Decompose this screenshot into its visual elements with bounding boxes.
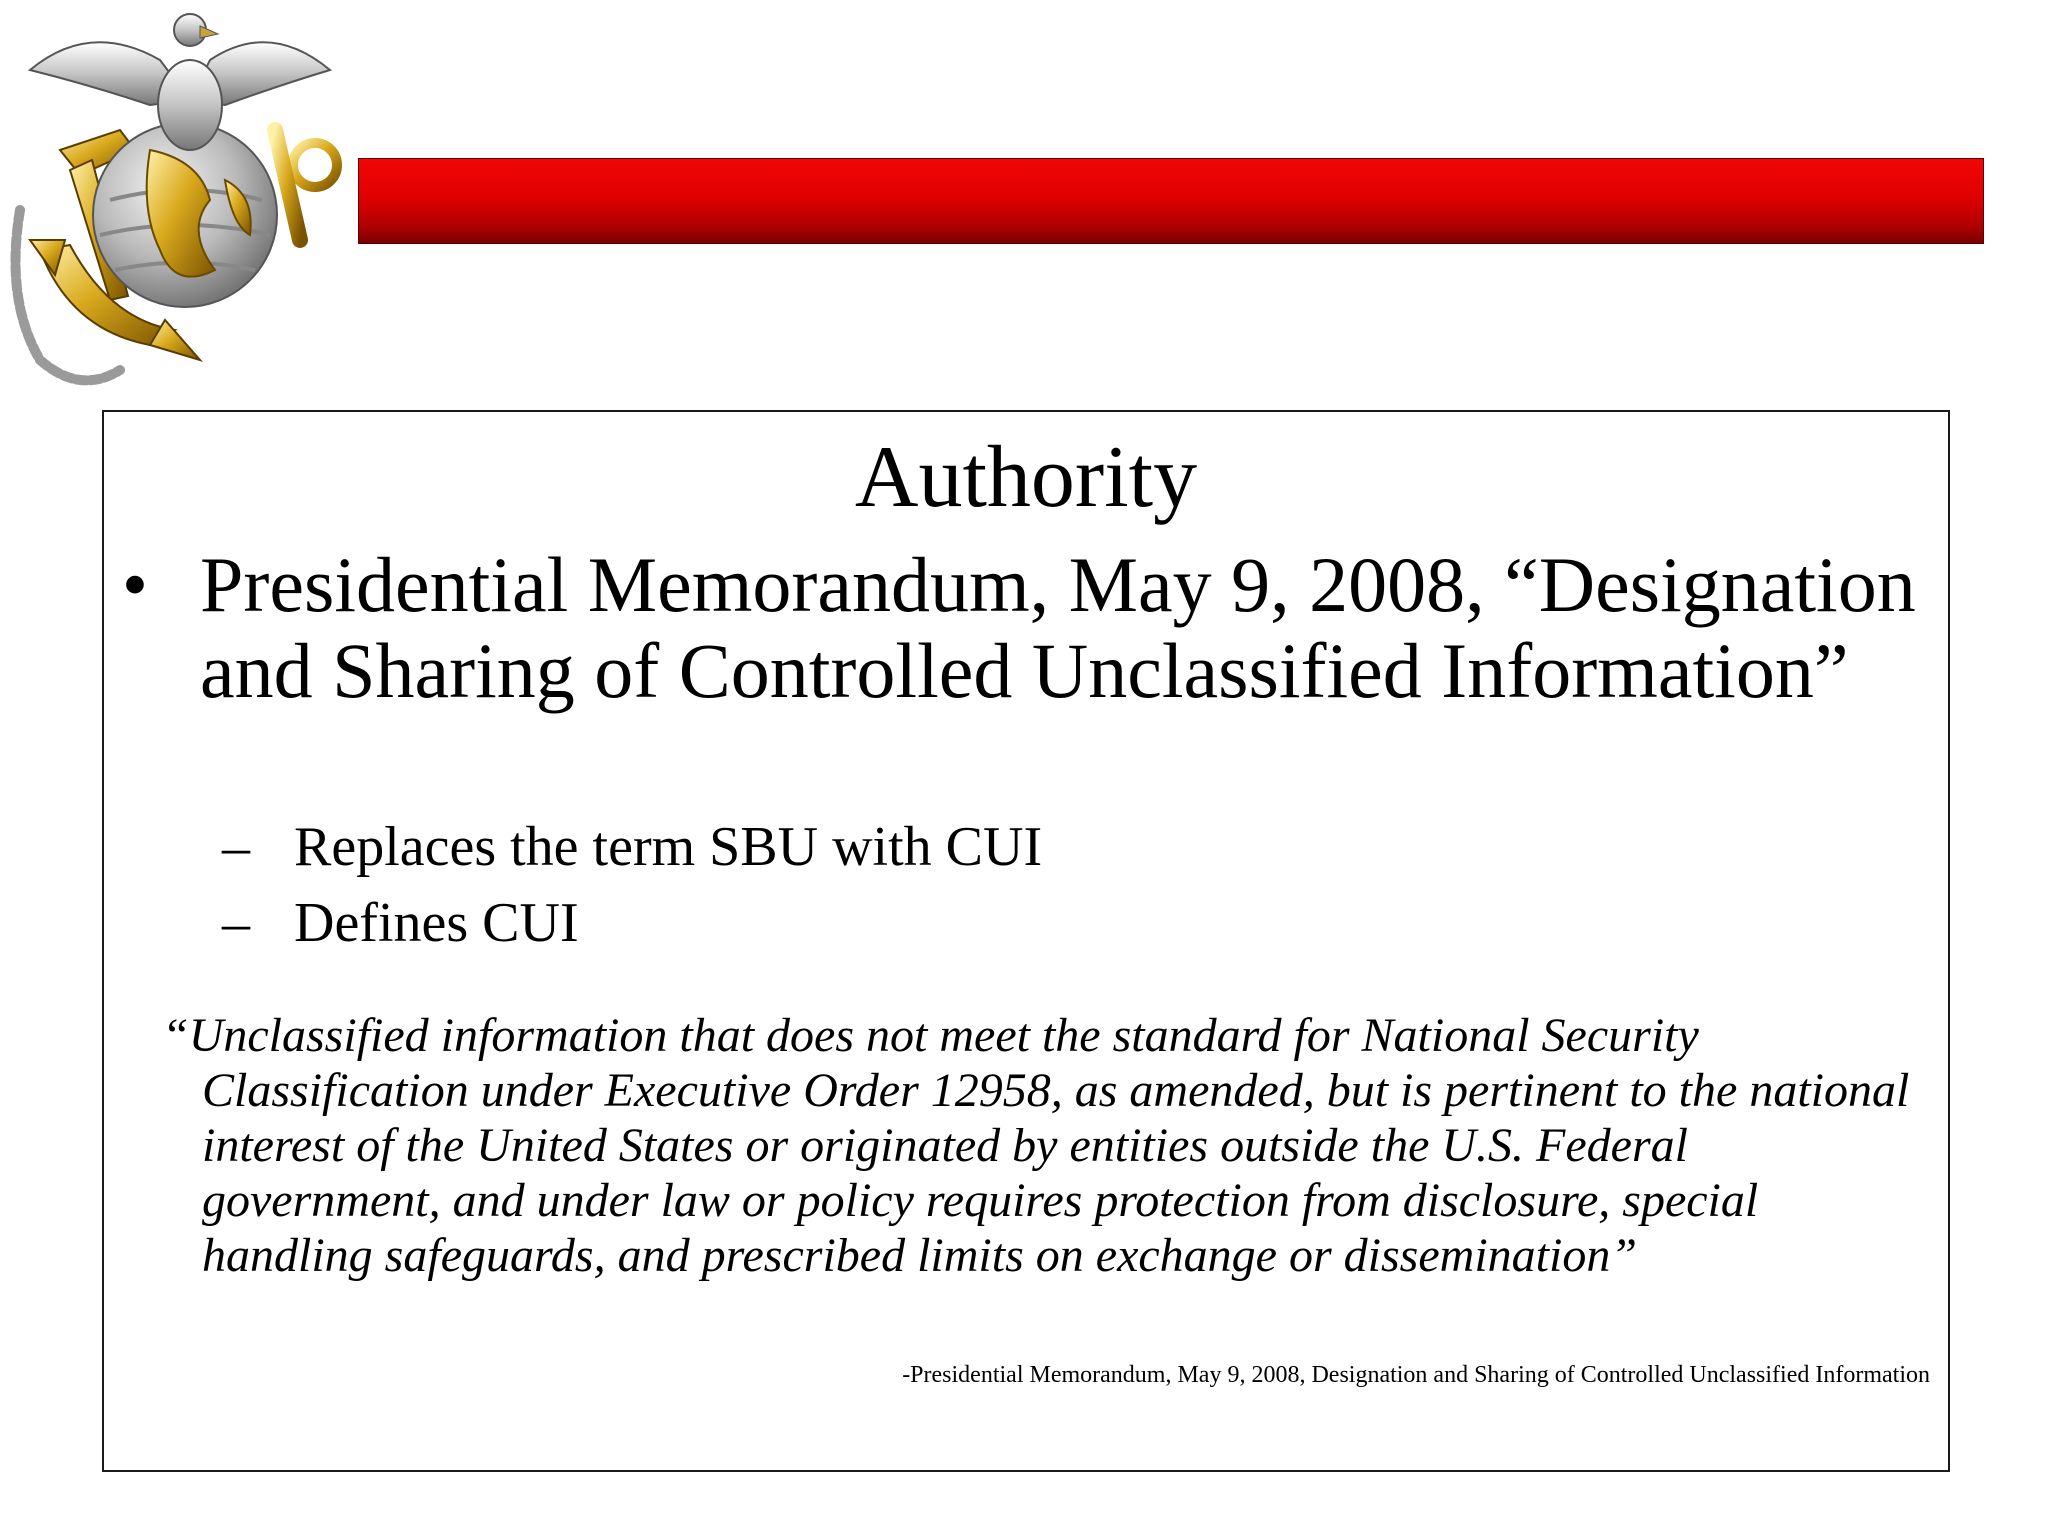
- globe-icon: [93, 123, 277, 307]
- bullet-text: Presidential Memorandum, May 9, 2008, “Designation and Sharing of Controlled Unclassified Information”: [200, 541, 1916, 714]
- slide-title: Authority: [854, 429, 1198, 526]
- sub-bullet-marker: –: [222, 892, 250, 954]
- eagle-globe-anchor-emblem: [0, 0, 360, 400]
- quote-attribution: -Presidential Memorandum, May 9, 2008, Designation and Sharing of Controlled Unclassified Information: [902, 1362, 1930, 1388]
- cui-definition-quote: “Unclassified information that does not meet the standard for National Security Classification under Executive Order 12958, as amended, but is pertinent to the national interest of the United States or originated by entities outside the U.S. Federal government, and under law or policy requires protection from disclosure, special handling safeguards, and prescribed limits on exchange or dissemination”: [162, 1009, 1910, 1282]
- sub-bullet-text: Replaces the term SBU with CUI: [294, 816, 1043, 878]
- eagle-icon: [30, 14, 330, 150]
- sub-bullet-replaces: [222, 814, 1722, 880]
- rope-coil-icon: [275, 130, 337, 240]
- bullet-marker: •: [122, 544, 148, 626]
- content-box: [102, 410, 1950, 1472]
- sub-bullet-text: Defines CUI: [294, 892, 579, 954]
- sub-bullet-defines: [222, 890, 1722, 956]
- red-banner-bar: [358, 158, 1984, 244]
- sub-bullet-marker: –: [222, 816, 250, 878]
